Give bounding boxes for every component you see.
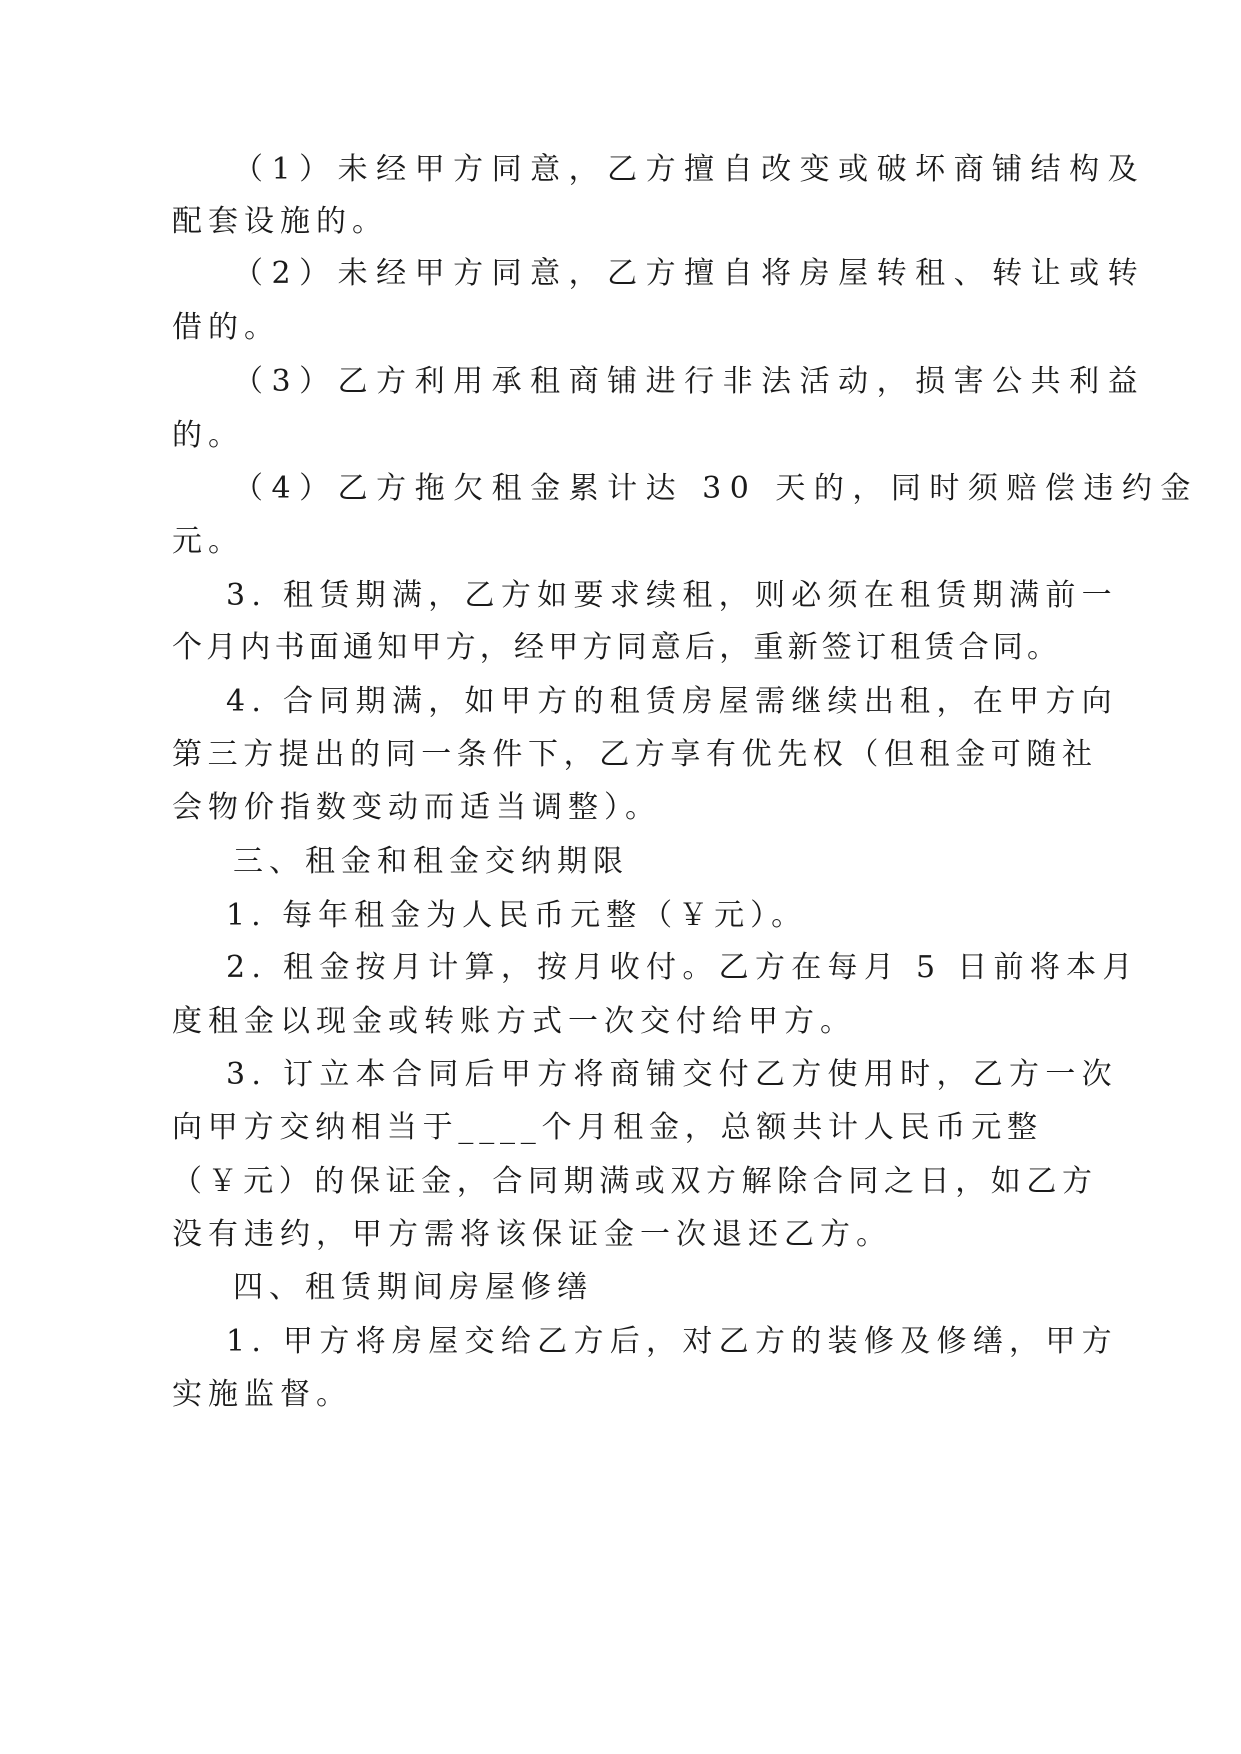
text-line: 2. 租金按月计算，按月收付。乙方在每月 5 日前将本月 xyxy=(226,950,1139,985)
text-line: （3）乙方利用承租商铺进行非法活动，损害公共利益 xyxy=(233,364,1147,399)
text-line: （4）乙方拖欠租金累计达 30 天的，同时须赔偿违约金 xyxy=(233,471,1199,506)
text-line: 4. 合同期满，如甲方的租赁房屋需继续出租，在甲方向 xyxy=(226,684,1118,719)
text-line: 1. 每年租金为人民币元整（￥元）。 xyxy=(226,898,808,933)
text-line: 向甲方交纳相当于____个月租金，总额共计人民币元整 xyxy=(172,1110,1043,1145)
text-line: 没有违约，甲方需将该保证金一次退还乙方。 xyxy=(172,1217,892,1252)
text-line: （1）未经甲方同意，乙方擅自改变或破坏商铺结构及 xyxy=(233,152,1147,187)
section-heading: 四、租赁期间房屋修缮 xyxy=(233,1270,593,1305)
text-line: （￥元）的保证金，合同期满或双方解除合同之日，如乙方 xyxy=(172,1164,1098,1199)
text-line: 借的。 xyxy=(172,310,280,345)
text-line: 度租金以现金或转账方式一次交付给甲方。 xyxy=(172,1004,856,1039)
text-line: 元。 xyxy=(172,524,244,559)
text-line: 的。 xyxy=(172,418,244,453)
section-heading: 三、租金和租金交纳期限 xyxy=(233,844,629,879)
text-line: 1. 甲方将房屋交给乙方后，对乙方的装修及修缮，甲方 xyxy=(226,1324,1118,1359)
text-line: 3. 订立本合同后甲方将商铺交付乙方使用时，乙方一次 xyxy=(226,1057,1118,1092)
text-line: 实施监督。 xyxy=(172,1377,352,1412)
text-line: 会物价指数变动而适当调整）。 xyxy=(172,790,661,825)
text-line: 第三方提出的同一条件下，乙方享有优先权（但租金可随社 xyxy=(172,737,1098,772)
text-line: （2）未经甲方同意，乙方擅自将房屋转租、转让或转 xyxy=(233,256,1147,291)
text-line: 3. 租赁期满，乙方如要求续租，则必须在租赁期满前一 xyxy=(226,578,1118,613)
text-line: 个月内书面通知甲方，经甲方同意后，重新签订租赁合同。 xyxy=(172,630,1062,665)
text-line: 配套设施的。 xyxy=(172,204,388,239)
